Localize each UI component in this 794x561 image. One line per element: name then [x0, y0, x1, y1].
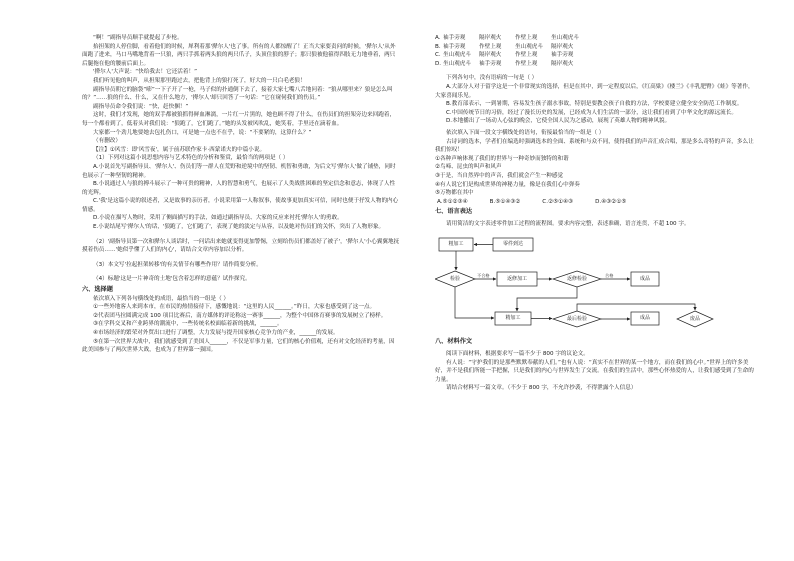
section-7-prompt: 请用简洁的文字表述零件加工过程的流程图。要求内容完整，表述准确，语言连贯，不超 100 字。 — [446, 220, 690, 227]
flow-fine-label: 精加工 — [505, 315, 521, 322]
question-1-stem: （1）下列对这篇小说思想内容与艺术特色的分析和鉴赏，最恰当的两项是（ ） — [93, 155, 289, 162]
flow-transfer-label: 返修加工 — [506, 276, 527, 283]
flow-inspect-label: 检验 — [449, 276, 460, 283]
flow-product2-label: 成品 — [639, 315, 650, 322]
passage-paragraph: 大家都一个劲儿地要她去包扎伤口，可是她一点也不在乎，说：“不要紧的，这算什么？” — [93, 129, 312, 136]
passage-paragraph: 这时，我们才发现，她的双手都被狼抓得鲜血淋漓，一片红一片黑的，她也顾不得了什么，在伤员们的担架旁边来回跑着，每一个都看到了，低着头对我们说：“狼跑了，它们跑了。”她的头发被风吹乱，她笑着，手里还在滴着血。 — [82, 112, 396, 127]
passage-paragraph: 副指导员命令我们说：“快，赶快捆！” — [93, 103, 189, 110]
q2-option: D.本地播出了一场动人心弦的晚会，它使全国人民为之感动，展现了英雄人物的精神风貌。 — [446, 118, 671, 125]
passage-paragraph: “啊！”副指导员顺手就提起了步枪。 — [93, 35, 183, 41]
passage-paragraph: 副指导员朝它的脑袋“嘭”一下子开了一枪，马子似的扑通倒下去了，接着大家七嘴八舌地问着：“狼从哪里来？狼是怎么叫的？”……狼的什么、什么，又在什么地方，'撵尔人'却只回答了一句话：“它在窥伺我们的伤员。” — [82, 86, 393, 102]
section-6-q1-stem: 依次填入下列各句横线处的成语，最恰当的一组是（ ） — [93, 295, 230, 302]
q3-text: 古诗词的选本，学者们在编选时强调选本的全面、系统和与众不同，使得我们的声音汇成合唱，那是多么奇特的声音，多么让我们惊叹！ — [435, 138, 754, 154]
flow-product-label: 成品 — [639, 276, 650, 283]
q2-stem: 下列各句中，没有语病的一句是（ ） — [446, 75, 538, 82]
q3-item: ③于是，当自然界中的声音，我们就会产生一种感觉 — [435, 172, 564, 179]
question-2: （2）'副指导员第一次和撵尔人谈话时，一问话出来她就变得更加警惕，立刻给伤员们都盖好了被子'，'撵尔人'小心翼翼地抚摸着伤员……'她似乎懂了人们的内心'，请结合文章内容加以分析。 — [82, 238, 400, 254]
annotation-note: 【注】①风雪：即'风雪夜'，属于前苏联作家卡·西蒙诺夫的中篇小说。 — [93, 146, 266, 153]
section-7-title: 七、语言表达 — [435, 208, 473, 216]
flow-fail-label: 不合格 — [477, 273, 490, 279]
passage-paragraph: 抬担架的人停住脚，看着他们的时候，犀利着那'撵尔人'也了事。所有的人都惊醒了！正当大家要责问的时候，'撵尔人'从外面跑了进来，马口马嘴地背着一只狼，两只手抓着两头狼的两只爪子，头顶住狼的脖子；那只狼被他箍得四肢无力地垂着，两只后腿拖在他的腰前后面上。 — [82, 43, 396, 67]
reading-passage — [82, 34, 400, 146]
question-3: （3）本文写'拉起担架转移'的有关情节有哪些作用？请作简要分析。 — [93, 261, 262, 268]
flow-scrap-label: 废品 — [689, 316, 700, 323]
flow-reinspect-label: 返修检验 — [566, 276, 587, 283]
flow-pass-label: 合格 — [605, 273, 614, 279]
question-1-option: B.小说通过人与狼的搏斗展示了一种可贵的精神，人的智慧和勇气，也展示了人类战胜困难的坚定信念和意志，体现了人性的光辉。 — [82, 181, 396, 196]
section-8-material: 有人说：“守护我们的是那些默默奉献的人们。”也有人说：“真实不在世界的某一个地方，而在我们的心中。”世界上的许多美好，并不是我们所能一手把握，只是我们的内心与世界发生了交流。在我们的生活中，那些心怀热爱的人，让我们感受到了生命的力量。 — [435, 359, 754, 383]
section-8-requirement: 请结合材料写一篇文章。（不少于 800 字，不允许抄袭，不得泄露个人信息） — [446, 385, 637, 392]
idiom-options — [435, 34, 755, 68]
q2-option: A.大部分人对于留学这是一个非常现实的选择，但是在其中，到一定程度以后，《红高粱》《楼兰》《丰乳肥臀》《蛙》等著作，大家喜闻乐见。 — [435, 83, 754, 99]
section-6-q1-item: ④市场经济的繁荣对外贸出口进行了调整，大力发展与提升国家核心竞争力的产业，______的发展。 — [93, 330, 339, 336]
q3-item: ①各种声响体现了我们的世界与一种奇妙而独特的和谐 — [435, 155, 569, 162]
idiom-option-row: A. 袖手旁观 隔岸观火 作壁上观 坐山观虎斗 — [435, 35, 579, 41]
process-flowchart — [435, 232, 755, 336]
question-1-option: C.'我'是这篇小说的叙述者，又是故事的亲历者，小说采用第一人称叙事，使故事更加真实可信，同时也便于抒发人物的内心情感。 — [82, 198, 399, 213]
question-4: （4）标题'这是一片神奇的土地'包含着怎样的意蕴？试作探究。 — [93, 276, 251, 283]
section-6-q1-item: ②代表团马拉圆满完成 100 项目比赛后，南方媒体的评论称这一赛事______，为整个中国体育赛事的发展树立了榜样。 — [93, 312, 387, 319]
passage-paragraph: '撵尔人'大声说：“快给我去！它还活着！” — [93, 69, 197, 76]
flow-final-label: 最后检验 — [566, 316, 587, 323]
q3-item: ②鸟啼、昆虫的叫声和风声 — [435, 164, 502, 171]
flow-rough-label: 粗加工 — [448, 241, 464, 248]
flow-arrive-label: 零件到达 — [502, 241, 523, 248]
passage-source: （有删改） — [93, 138, 121, 145]
q3-item: ⑤万物都在其中 — [435, 190, 474, 197]
idiom-option-row: C. 坐山观虎斗 隔岸观火 作壁上观 袖手旁观 — [435, 52, 574, 59]
question-1-option: A.小说首先写副指导员、'撵尔人'、伤员们等一群人在荒野和逆境中的坚韧、机智和勇敢，为后文写'撵尔人'做了铺垫，同时也展示了一种坚韧的精神。 — [82, 163, 396, 179]
q3-choices: A.⑤①②③④ B.⑤①④③② C.②⑤①④③ D.④③②①⑤ — [437, 198, 627, 205]
right-column — [435, 34, 755, 393]
section-6-q1-item: ③在学科交叉和产业跨界的潮流中，一些传统名校面临着新的挑战，______。 — [93, 321, 283, 328]
idiom-option-row: B. 袖手旁观 作壁上观 坐山观虎斗 隔岸观火 — [435, 43, 574, 50]
question-1-option: E.小说结尾写'撵尔人'的话，'狼跑了，它们跑了'，表现了她的淡定与从容，以及她对伤员们的关怀，突出了人物形象。 — [93, 224, 385, 231]
q3-stem: 依次填入下面一段文字横线处的语句，衔接最恰当的一组是（ ） — [446, 129, 605, 136]
section-8-prompt: 阅读下面材料，根据要求写一篇不少于 800 字的议论文。 — [446, 351, 589, 358]
section-6-q1-item: ①一些外地客人来到本市，在市民的热情接待下，感慨地说：“这里的人民______。”昨日，大家也感受到了这一点。 — [93, 304, 376, 311]
section-8-title: 八、材料作文 — [435, 338, 473, 346]
idiom-option-row: D. 坐山观虎斗 袖手旁观 作壁上观 隔岸观火 — [435, 60, 574, 67]
left-column — [82, 34, 400, 355]
section-6-title: 六、选择题 — [82, 286, 113, 294]
q3-item: ④有人说它们是构成世界的神秘力量，像是在我们心中弹奏 — [435, 181, 580, 188]
q2-option: B.教育部表示，一到暑期，容易发生孩子溺水事故，特别是要教会孩子自救的方法，学校要建立健全安全防范工作制度。 — [446, 101, 743, 108]
question-1-option: D.小说在描写人物时，采用了侧面描写的手法，如通过副指导员、大家的反应来衬托'撵尔人'的勇敢。 — [93, 215, 343, 222]
q2-option: C.中国传统节日的习俗，经过了漫长历史的发展，已经成为人们生活的一部分，这让我们看到了中华文化的源远流长。 — [446, 109, 737, 116]
section-6-q1-item: ⑤在第一次世界大战中，我们就感受到了美国人______，不仅是军事力量，它们的核心价值观，还有对文化经济的考量，因此美国参与了两次世界大战，也成为了世界第一强国。 — [82, 338, 395, 354]
passage-paragraph: 我们听见他的叫声，从担架那里跑过去，把他背上的狼打死了，好大的一只白毛老狼！ — [93, 77, 306, 84]
